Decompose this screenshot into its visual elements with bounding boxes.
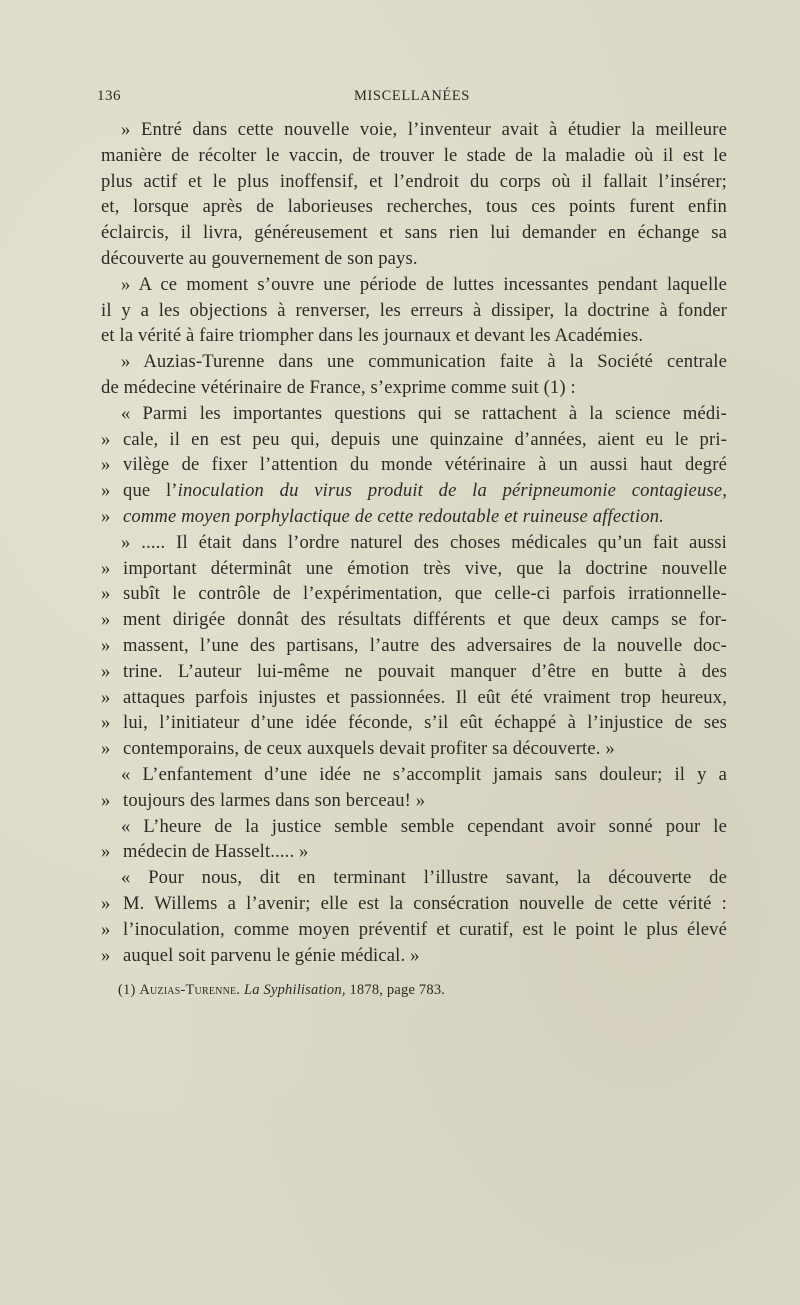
quote-line: » ..... Il était dans l’ordre naturel des choses médicales qu’un fait aussi xyxy=(121,531,727,553)
quote-line xyxy=(101,736,727,762)
guillemet-mark: » xyxy=(101,583,111,605)
body-text xyxy=(101,117,727,968)
text-line: plus actif et le plus inoffensif, et l’endroit du corps où il fallait l’insérer; xyxy=(101,170,727,192)
quote-italic-text: comme moyen porphylactique de cette redoutable et ruineuse affection. xyxy=(123,505,664,527)
quote-line: « L’heure de la justice semble semble cependant avoir sonné pour le xyxy=(121,815,727,837)
quote-line xyxy=(101,452,727,478)
quote-text: contemporains, de ceux auxquels devait profiter sa découverte. » xyxy=(123,738,615,760)
guillemet-mark: » xyxy=(101,738,111,760)
guillemet-mark: » xyxy=(101,712,111,734)
quote-line xyxy=(101,633,727,659)
quote-text: cale, il en est peu qui, depuis une quinzaine d’années, aient eu le pri- xyxy=(123,428,727,450)
quote-text: lui, l’initiateur d’une idée féconde, s’il eût échappé à l’injustice de ses xyxy=(123,712,727,734)
guillemet-mark: » xyxy=(101,686,111,708)
quote-line xyxy=(101,659,727,685)
quote-line xyxy=(101,685,727,711)
quote-line: « L’enfantement d’une idée ne s’accomplit jamais sans douleur; il y a xyxy=(121,763,727,785)
text-line: il y a les objections à renverser, les erreurs à dissiper, la doctrine à fonder xyxy=(101,299,727,321)
text-line: et la vérité à faire triompher dans les journaux et devant les Académies. xyxy=(101,325,644,347)
text-line: découverte au gouvernement de son pays. xyxy=(101,247,418,269)
page-header xyxy=(97,84,727,106)
quote-text: massent, l’une des partisans, l’autre des adversaires de la nouvelle doc- xyxy=(123,634,727,656)
quote-line xyxy=(101,943,727,969)
guillemet-mark: » xyxy=(101,609,111,631)
text-line: de médecine vétérinaire de France, s’exprime comme suit (1) : xyxy=(101,376,576,398)
quote-text: médecin de Hasselt..... » xyxy=(123,841,309,863)
guillemet-mark: » xyxy=(101,505,111,527)
quote-text: auquel soit parvenu le génie médical. » xyxy=(123,944,420,966)
quote-line xyxy=(101,478,727,504)
quote-text: ment dirigée donnât des résultats différents et que deux camps se for- xyxy=(123,609,727,631)
text-line: » Auzias-Turenne dans une communication faite à la Société centrale xyxy=(121,351,727,373)
text-line: et, lorsque après de laborieuses recherches, tous ces points furent enfin xyxy=(101,196,727,218)
guillemet-mark: » xyxy=(101,454,111,476)
quote-text: trine. L’auteur lui-même ne pouvait manquer d’être en butte à des xyxy=(123,660,727,682)
quote-line xyxy=(101,504,727,530)
running-title: MISCELLANÉES xyxy=(354,88,470,104)
text-line: » A ce moment s’ouvre une période de luttes incessantes pendant laquelle xyxy=(121,273,727,295)
quote-line xyxy=(101,839,727,865)
quote-text: important déterminât une émotion très vive, que la doctrine nouvelle xyxy=(123,557,727,579)
quote-line: « Pour nous, dit en terminant l’illustre savant, la découverte de xyxy=(121,867,727,889)
guillemet-mark: » xyxy=(101,918,111,940)
footnote-author: Auzias-Turenne. xyxy=(139,982,241,998)
guillemet-mark: » xyxy=(101,634,111,656)
footnote-title: La Syphilisation, xyxy=(243,982,346,998)
quote-line xyxy=(101,427,727,453)
footnote xyxy=(118,982,445,999)
quote-italic-text: inoculation du virus produit de la péripneumonie contagieuse, xyxy=(177,480,727,502)
quote-text: attaques parfois injustes et passionnées. Il eût été vraiment trop heureux, xyxy=(123,686,727,708)
guillemet-mark: » xyxy=(101,892,111,914)
quote-text xyxy=(123,504,727,530)
quote-text: M. Willems a l’avenir; elle est la consécration nouvelle de cette vérité : xyxy=(123,892,727,914)
quote-line xyxy=(101,788,727,814)
guillemet-mark: » xyxy=(101,660,111,682)
quote-text: subît le contrôle de l’expérimentation, que celle-ci parfois irrationnelle- xyxy=(123,583,727,605)
text-line: manière de récolter le vaccin, de trouver le stade de la maladie où il est le xyxy=(101,144,727,166)
quote-text: toujours des larmes dans son berceau! » xyxy=(123,789,426,811)
guillemet-mark: » xyxy=(101,428,111,450)
quote-line: « Parmi les importantes questions qui se rattachent à la science médi- xyxy=(121,402,727,424)
quote-line xyxy=(101,556,727,582)
text-line: éclaircis, il livra, généreusement et sans rien lui demander en échange sa xyxy=(101,222,727,244)
quote-text xyxy=(123,478,727,504)
guillemet-mark: » xyxy=(101,944,111,966)
guillemet-mark: » xyxy=(101,557,111,579)
page-number: 136 xyxy=(97,88,121,104)
quote-line xyxy=(101,710,727,736)
quote-line xyxy=(101,581,727,607)
quote-text: vilège de fixer l’attention du monde vétérinaire à un aussi haut degré xyxy=(123,454,727,476)
quote-text-prefix: que l’ xyxy=(123,480,178,502)
guillemet-mark: » xyxy=(101,841,111,863)
footnote-citation: 1878, page 783. xyxy=(349,982,446,998)
guillemet-mark: » xyxy=(101,789,111,811)
guillemet-mark: » xyxy=(101,480,111,502)
quote-line xyxy=(101,607,727,633)
footnote-marker: (1) xyxy=(118,982,136,998)
text-line: » Entré dans cette nouvelle voie, l’inventeur avait à étudier la meilleure xyxy=(121,119,727,140)
quote-text: l’inoculation, comme moyen préventif et curatif, est le point le plus élevé xyxy=(123,918,727,940)
quote-line xyxy=(101,917,727,943)
quote-line xyxy=(101,891,727,917)
